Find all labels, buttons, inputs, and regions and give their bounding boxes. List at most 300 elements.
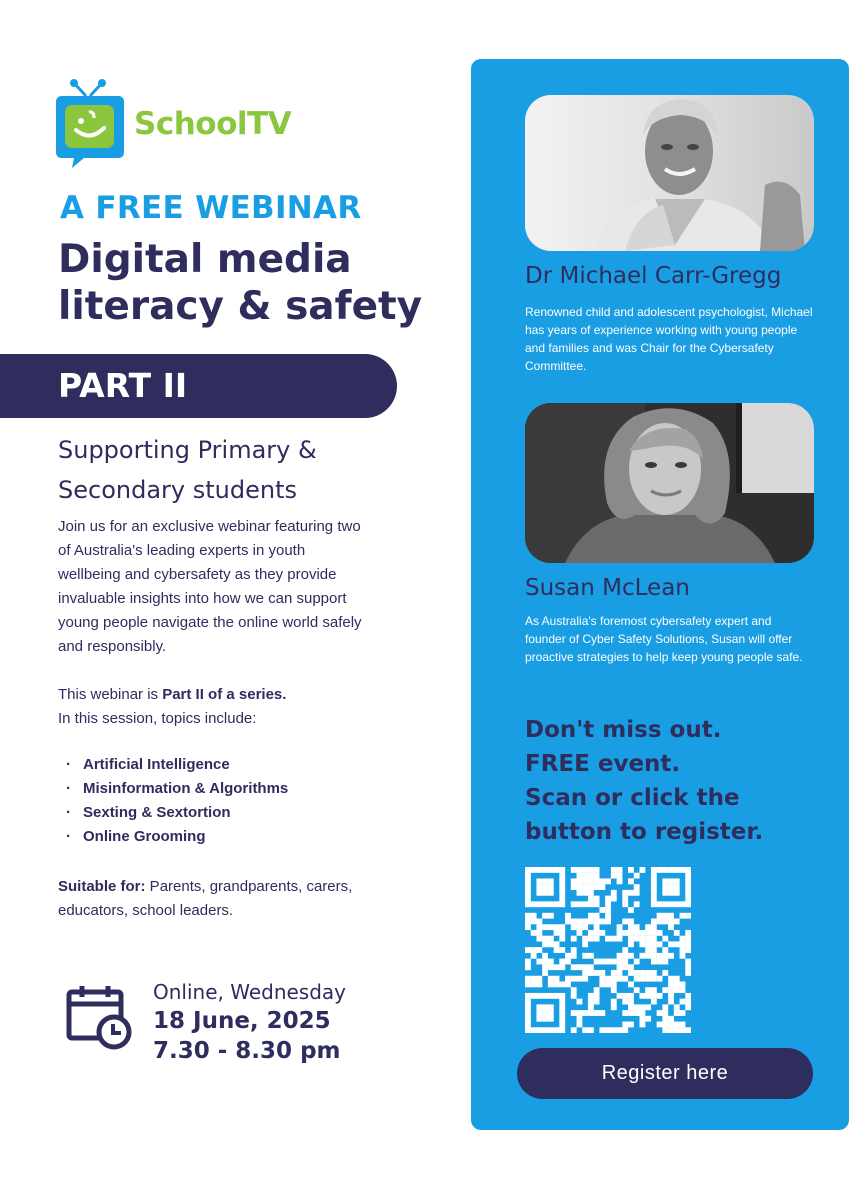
qr-module (668, 884, 674, 890)
qr-module (548, 867, 554, 873)
qr-module (617, 924, 623, 930)
qr-module (594, 930, 600, 936)
qr-module (577, 1016, 583, 1022)
qr-module (668, 867, 674, 873)
qr-module (577, 999, 583, 1005)
qr-module (680, 953, 686, 959)
qr-module (651, 867, 657, 873)
qr-module (565, 919, 571, 925)
qr-module (542, 1010, 548, 1016)
qr-module (582, 953, 588, 959)
qr-module (628, 999, 634, 1005)
qr-module (617, 976, 623, 982)
qr-module (662, 1004, 668, 1010)
qr-module (536, 1027, 542, 1033)
series-note (58, 683, 378, 731)
qr-module (559, 1027, 565, 1033)
qr-module (559, 901, 565, 907)
qr-module (685, 890, 691, 896)
qr-module (680, 1027, 686, 1033)
qr-module (622, 896, 628, 902)
qr-module (605, 907, 611, 913)
qr-module (685, 993, 691, 999)
qr-module (668, 901, 674, 907)
qr-module (628, 953, 634, 959)
qr-module (554, 1027, 560, 1033)
event-date: 18 June, 2025 (153, 1008, 331, 1034)
qr-module (674, 901, 680, 907)
qr-module (582, 941, 588, 947)
qr-module (594, 901, 600, 907)
qr-module (639, 976, 645, 982)
qr-module (622, 964, 628, 970)
qr-module (611, 936, 617, 942)
qr-module (634, 1004, 640, 1010)
qr-module (588, 919, 594, 925)
qr-module (622, 953, 628, 959)
qr-module (634, 924, 640, 930)
qr-module (582, 919, 588, 925)
qr-module (536, 959, 542, 965)
qr-module (674, 884, 680, 890)
qr-module (588, 1010, 594, 1016)
qr-module (651, 896, 657, 902)
qr-module (622, 993, 628, 999)
qr-module (559, 878, 565, 884)
qr-module (588, 913, 594, 919)
qr-module (680, 913, 686, 919)
qr-module (651, 947, 657, 953)
register-button[interactable]: Register here (517, 1048, 813, 1099)
qr-module (651, 919, 657, 925)
qr-module (628, 907, 634, 913)
qr-module (611, 890, 617, 896)
qr-module (531, 867, 537, 873)
qr-module (559, 1010, 565, 1016)
qr-module (685, 970, 691, 976)
speaker-name: Susan McLean (525, 575, 690, 601)
qr-module (651, 941, 657, 947)
qr-module (662, 878, 668, 884)
portrait-image (525, 95, 814, 251)
qr-module (554, 993, 560, 999)
qr-module (622, 959, 628, 965)
qr-module (536, 1016, 542, 1022)
qr-module (645, 976, 651, 982)
qr-module (536, 884, 542, 890)
qr-module (611, 867, 617, 873)
suitable-label: Suitable for: (58, 878, 146, 895)
qr-module (588, 873, 594, 879)
qr-module (525, 867, 531, 873)
qr-module (548, 878, 554, 884)
qr-module (599, 1010, 605, 1016)
qr-module (542, 941, 548, 947)
qr-module (605, 936, 611, 942)
speaker-photo-carr-gregg (525, 95, 814, 251)
qr-module (559, 964, 565, 970)
qr-module (668, 890, 674, 896)
qr-module (525, 913, 531, 919)
part-banner (0, 354, 397, 418)
qr-module (662, 919, 668, 925)
qr-module (685, 878, 691, 884)
topics-list (66, 753, 288, 849)
qr-module (542, 890, 548, 896)
call-to-action (525, 713, 825, 849)
qr-module (668, 1016, 674, 1022)
qr-module (685, 930, 691, 936)
qr-module (531, 1027, 537, 1033)
qr-module (536, 936, 542, 942)
qr-module (588, 953, 594, 959)
qr-module (639, 1010, 645, 1016)
qr-module (599, 878, 605, 884)
qr-module (657, 913, 663, 919)
qr-module (639, 936, 645, 942)
qr-module (599, 981, 605, 987)
qr-module (542, 901, 548, 907)
intro-paragraph: Join us for an exclusive webinar featuring two of Australia's leading experts in youth wellbeing and cybersafety as they provide invaluable insights into how we can support young people navigate the online world safely and responsibly. (58, 518, 362, 655)
qr-module (657, 953, 663, 959)
qr-module (645, 924, 651, 930)
qr-module (674, 976, 680, 982)
qr-module (548, 981, 554, 987)
qr-module (571, 901, 577, 907)
qr-module (674, 987, 680, 993)
qr-module (668, 941, 674, 947)
qr-module (594, 924, 600, 930)
qr-module (662, 1022, 668, 1028)
qr-module (611, 999, 617, 1005)
qr-module (542, 936, 548, 942)
qr-module (662, 867, 668, 873)
qr-module (634, 959, 640, 965)
qr-module (554, 930, 560, 936)
qr-module (536, 976, 542, 982)
qr-module (577, 873, 583, 879)
qr-module (536, 924, 542, 930)
qr-module (674, 1022, 680, 1028)
qr-module (634, 930, 640, 936)
qr-module (668, 993, 674, 999)
qr-module (680, 987, 686, 993)
suitable-for (58, 875, 358, 923)
qr-module (674, 890, 680, 896)
qr-module (599, 1027, 605, 1033)
qr-module (594, 867, 600, 873)
qr-module (685, 1027, 691, 1033)
qr-module (651, 901, 657, 907)
qr-module (668, 953, 674, 959)
qr-module (685, 873, 691, 879)
qr-module (577, 976, 583, 982)
qr-module (588, 1004, 594, 1010)
qr-module (639, 993, 645, 999)
qr-module (548, 936, 554, 942)
qr-module (542, 924, 548, 930)
qr-module (588, 867, 594, 873)
qr-module (657, 919, 663, 925)
qr-module (594, 999, 600, 1005)
qr-module (617, 953, 623, 959)
qr-module (594, 987, 600, 993)
qr-module (628, 924, 634, 930)
qr-module (662, 936, 668, 942)
qr-module (599, 884, 605, 890)
qr-module (662, 947, 668, 953)
qr-module (594, 884, 600, 890)
qr-module (594, 878, 600, 884)
qr-module (605, 878, 611, 884)
qr-module (628, 867, 634, 873)
qr-module (651, 878, 657, 884)
series-prefix: This webinar is (58, 686, 163, 703)
qr-module (662, 1027, 668, 1033)
qr-module (645, 1004, 651, 1010)
qr-module (628, 964, 634, 970)
series-bold: Part II of a series. (162, 686, 287, 703)
qr-module (559, 1022, 565, 1028)
qr-module (525, 1016, 531, 1022)
qr-module (554, 941, 560, 947)
qr-module (588, 999, 594, 1005)
qr-module (582, 1027, 588, 1033)
qr-module (542, 959, 548, 965)
qr-module (668, 999, 674, 1005)
qr-module (548, 924, 554, 930)
list-item: · Online Grooming (66, 825, 288, 849)
qr-module (622, 976, 628, 982)
qr-module (594, 896, 600, 902)
qr-module (680, 981, 686, 987)
qr-module (651, 970, 657, 976)
suitable-text: Parents, grandparents, carers, educators, school leaders. (58, 878, 353, 919)
qr-module (571, 953, 577, 959)
qr-module (588, 890, 594, 896)
qr-module (599, 930, 605, 936)
qr-module (559, 959, 565, 965)
cta-line: button to register. (525, 819, 764, 845)
qr-module (582, 901, 588, 907)
qr-module (634, 901, 640, 907)
qr-module (634, 890, 640, 896)
qr-module (668, 981, 674, 987)
qr-module (685, 936, 691, 942)
qr-module (588, 884, 594, 890)
qr-module (548, 1027, 554, 1033)
qr-module (571, 878, 577, 884)
qr-module (685, 964, 691, 970)
qr-module (639, 953, 645, 959)
qr-module (662, 970, 668, 976)
qr-module (674, 1004, 680, 1010)
qr-module (577, 919, 583, 925)
qr-module (605, 896, 611, 902)
qr-code[interactable] (525, 867, 691, 1033)
qr-module (685, 901, 691, 907)
qr-module (582, 890, 588, 896)
qr-module (536, 981, 542, 987)
qr-module (548, 976, 554, 982)
qr-module (525, 976, 531, 982)
qr-module (525, 964, 531, 970)
qr-module (548, 1010, 554, 1016)
qr-module (599, 919, 605, 925)
qr-module (554, 964, 560, 970)
qr-module (611, 1004, 617, 1010)
qr-module (674, 930, 680, 936)
qr-module (542, 964, 548, 970)
qr-module (611, 976, 617, 982)
qr-module (617, 936, 623, 942)
qr-module (611, 970, 617, 976)
qr-module (542, 953, 548, 959)
qr-module (622, 919, 628, 925)
qr-module (685, 941, 691, 947)
qr-module (536, 878, 542, 884)
tv-icon (54, 78, 126, 170)
qr-module (559, 924, 565, 930)
qr-module (622, 1027, 628, 1033)
qr-module (639, 1022, 645, 1028)
qr-module (531, 976, 537, 982)
qr-module (582, 1010, 588, 1016)
list-item: · Sexting & Sextortion (66, 801, 288, 825)
qr-module (571, 1010, 577, 1016)
qr-module (559, 947, 565, 953)
qr-module (594, 913, 600, 919)
qr-module (668, 878, 674, 884)
qr-module (605, 1027, 611, 1033)
qr-module (622, 930, 628, 936)
qr-module (657, 1010, 663, 1016)
qr-module (674, 919, 680, 925)
qr-module (536, 867, 542, 873)
qr-module (588, 964, 594, 970)
qr-module (571, 936, 577, 942)
qr-module (617, 1027, 623, 1033)
qr-module (577, 867, 583, 873)
qr-module (651, 936, 657, 942)
qr-module (582, 884, 588, 890)
qr-module (662, 901, 668, 907)
qr-module (599, 907, 605, 913)
qr-module (668, 924, 674, 930)
qr-module (588, 878, 594, 884)
list-item: · Artificial Intelligence (66, 753, 288, 777)
qr-module (685, 959, 691, 965)
qr-module (617, 993, 623, 999)
calendar-clock-icon (66, 984, 132, 1050)
qr-module (657, 901, 663, 907)
qr-module (634, 884, 640, 890)
qr-module (605, 913, 611, 919)
qr-module (565, 913, 571, 919)
speaker-name: Dr Michael Carr-Gregg (525, 263, 782, 289)
qr-module (531, 953, 537, 959)
qr-module (611, 959, 617, 965)
qr-module (611, 873, 617, 879)
qr-module (594, 970, 600, 976)
qr-module (668, 1027, 674, 1033)
qr-module (525, 878, 531, 884)
qr-module (571, 919, 577, 925)
qr-module (542, 1004, 548, 1010)
qr-module (668, 976, 674, 982)
qr-module (605, 919, 611, 925)
qr-module (611, 981, 617, 987)
qr-module (525, 959, 531, 965)
part-label: PART II (58, 366, 188, 405)
qr-module (611, 896, 617, 902)
qr-module (525, 993, 531, 999)
qr-module (536, 930, 542, 936)
qr-module (548, 941, 554, 947)
event-time: 7.30 - 8.30 pm (153, 1038, 341, 1064)
qr-module (651, 987, 657, 993)
qr-module (674, 867, 680, 873)
speaker-photo-mclean (525, 403, 814, 563)
qr-module (525, 1027, 531, 1033)
qr-module (639, 1016, 645, 1022)
cta-line: Scan or click the (525, 785, 740, 811)
qr-module (657, 941, 663, 947)
qr-module (622, 947, 628, 953)
qr-module (559, 936, 565, 942)
eyebrow-heading: A FREE WEBINAR (60, 190, 362, 226)
qr-module (605, 901, 611, 907)
qr-module (628, 1004, 634, 1010)
qr-module (622, 1022, 628, 1028)
qr-module (531, 901, 537, 907)
qr-module (571, 976, 577, 982)
qr-module (577, 930, 583, 936)
qr-module (605, 959, 611, 965)
qr-module (674, 1027, 680, 1033)
qr-module (525, 1004, 531, 1010)
qr-module (588, 936, 594, 942)
qr-module (548, 959, 554, 965)
qr-module (559, 884, 565, 890)
qr-module (599, 970, 605, 976)
qr-module (628, 936, 634, 942)
qr-module (588, 993, 594, 999)
qr-module (525, 896, 531, 902)
qr-module (639, 1004, 645, 1010)
qr-module (594, 959, 600, 965)
qr-module (628, 970, 634, 976)
portrait-image (525, 403, 814, 563)
qr-module (634, 1010, 640, 1016)
qr-module (611, 1027, 617, 1033)
qr-module (577, 924, 583, 930)
qr-module (571, 964, 577, 970)
qr-module (639, 941, 645, 947)
qr-module (651, 930, 657, 936)
qr-module (536, 947, 542, 953)
qr-module (588, 901, 594, 907)
qr-module (531, 981, 537, 987)
qr-module (525, 981, 531, 987)
qr-module (668, 1022, 674, 1028)
qr-module (594, 1010, 600, 1016)
qr-module (542, 1027, 548, 1033)
qr-module (525, 919, 531, 925)
qr-module (680, 901, 686, 907)
qr-module (628, 981, 634, 987)
qr-module (577, 901, 583, 907)
